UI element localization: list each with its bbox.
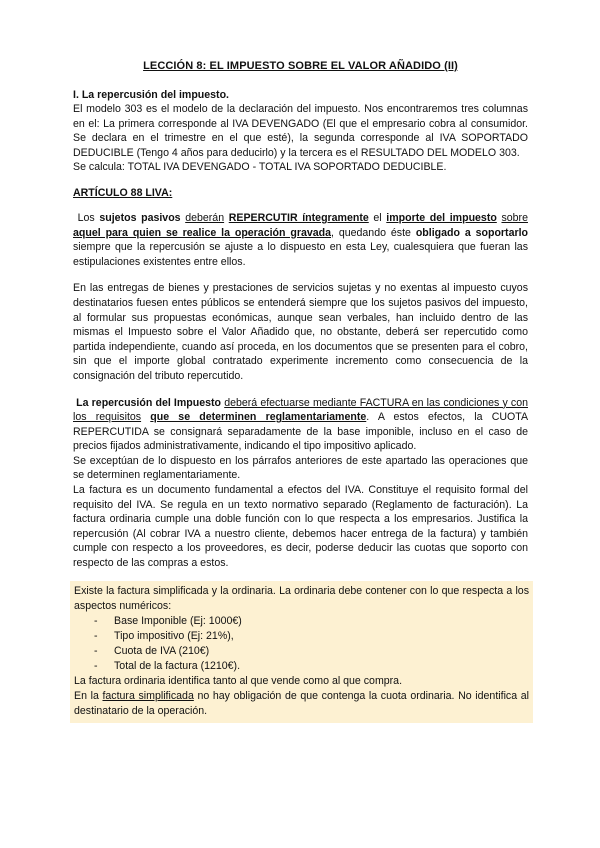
section-heading: I. La repercusión del impuesto. bbox=[73, 89, 229, 101]
note-underline: factura simplificada bbox=[102, 689, 194, 702]
p3-bold: La repercusión del Impuesto bbox=[76, 396, 222, 409]
note-list bbox=[74, 614, 529, 674]
article-paragraph-1: Los sujetos pasivos deberán REPERCUTIR íntegramente el importe del impuesto sobre aquel para quien se realice la operación gravada, quedando éste obligado a soportarlo siempre que la repercusión se ajuste a lo dispuesto en esta Ley, cualesquiera que fueran las estipulaciones existentes entre ellos. bbox=[73, 211, 529, 268]
document-page bbox=[73, 60, 528, 723]
list-item: - Base Imponible (Ej: 1000€) bbox=[94, 614, 242, 627]
list-item: - Total de la factura (1210€). bbox=[94, 659, 241, 672]
section-body: El modelo 303 es el modelo de la declaración del impuesto. Nos encontraremos tres columnas en el: La primera corresponde al IVA DEVENGADO (El que el empresario cobra al consumidor. Se declara en el trimestre en el que esté), la segunda corresponde al IVA SOPORTADO DEDUCIBLE (Tengo 4 años para deducirlo) y la tercera es el RESULTADO DEL MODELO 303. bbox=[73, 103, 528, 159]
highlight-note bbox=[70, 581, 533, 723]
p1-bold-underline: importe del impuesto bbox=[386, 211, 497, 224]
p1-underline: deberán bbox=[185, 211, 225, 224]
p3-bold-underline: que se determinen reglamentariamente bbox=[150, 411, 367, 424]
section-calc: Se calcula: TOTAL IVA DEVENGADO - TOTAL IVA SOPORTADO DEDUCIBLE. bbox=[73, 161, 447, 174]
p3-underline: deberá efectuarse mediante FACTURA en las condiciones y con los requisitos bbox=[73, 396, 528, 424]
note-line-3: En la factura simplificada no hay obligación de que contenga la cuota ordinaria. No identifica al destinatario de la operación. bbox=[74, 689, 529, 717]
article-paragraph-2: En las entregas de bienes y prestaciones de servicios sujetas y no exentas al impuesto cuyos destinatarios fuesen entes públicos se entenderá siempre que los sujetos pasivos del impuesto, al formular sus propuestas económicas, aunque sean verbales, han incluido dentro de las mismas el Impuesto sobre el Valor Añadido que, no obstante, deberá ser repercutido como partida independiente, cuando así proceda, en los documentos que se presenten para el cobro, sin que el importe global contratado experimente incremento como consecuencia de la consignación del tributo repercutido. bbox=[73, 282, 528, 382]
p1-bold: obligado a soportarlo bbox=[415, 226, 529, 239]
p1-text: Los bbox=[77, 211, 100, 224]
p1-bold: sujetos pasivos bbox=[99, 211, 181, 224]
p1-underline: sobre bbox=[501, 211, 528, 224]
article-paragraph-5: La factura es un documento fundamental a efectos del IVA. Constituye el requisito formal del requisito del IVA. Se regula en un texto normativo separado (Reglamento de facturación). La factura ordinaria cumple una doble función con lo que respecta a los empresarios. Justifica la repercusión (Al cobrar IVA a nuestro cliente, debemos hacer entrega de la factura) y también cumple con respecto a los proveedores, es decir, poderse deducir las cuotas que soporto con respecto de las compras a estos. bbox=[73, 484, 528, 570]
article-heading: ARTÍCULO 88 LIVA: bbox=[73, 186, 173, 199]
note-intro: Existe la factura simplificada y la ordinaria. La ordinaria debe contener con lo que respecta a los aspectos numéricos: bbox=[74, 584, 529, 612]
article-paragraph-3: La repercusión del Impuesto deberá efectuarse mediante FACTURA en las condiciones y con los requisitos que se determinen reglamentariamente. A estos efectos, la CUOTA REPERCUTIDA se consignará separadamente de la base imponible, incluso en el caso de precios fijados administrativamente, indicando el tipo impositivo aplicado. Se exceptúan de lo dispuesto en los párrafos anteriores de este apartado las operaciones que se determinen reglamentariamente. La factura es un documento fundamental a efectos del IVA. Constituye el requisito formal del requisito del IVA. Se regula en un texto normativo separado (Reglamento de facturación). La factura ordinaria cumple una doble función con lo que respecta a los empresarios. Justifica la repercusión (Al cobrar IVA a nuestro cliente, debemos hacer entrega de la factura) y también cumple con respecto a los proveedores, es decir, poderse deducir las cuotas que soporto con respecto de las compras a estos. bbox=[73, 396, 529, 570]
p1-bold-underline: aquel para quien se realice la operación gravada bbox=[73, 226, 332, 239]
article-paragraph-4: Se exceptúan de lo dispuesto en los párrafos anteriores de este apartado las operaciones que se determinen reglamentariamente. bbox=[73, 454, 528, 482]
section-repercusion bbox=[73, 88, 528, 175]
page-title: LECCIÓN 8: EL IMPUESTO SOBRE EL VALOR AÑADIDO (II) bbox=[143, 60, 458, 72]
p1-bold-underline: REPERCUTIR íntegramente bbox=[228, 211, 369, 224]
note-line-2: La factura ordinaria identifica tanto al que vende como al que compra. bbox=[74, 674, 403, 687]
list-item: - Tipo impositivo (Ej: 21%), bbox=[94, 629, 234, 642]
list-item: - Cuota de IVA (210€) bbox=[94, 644, 210, 657]
